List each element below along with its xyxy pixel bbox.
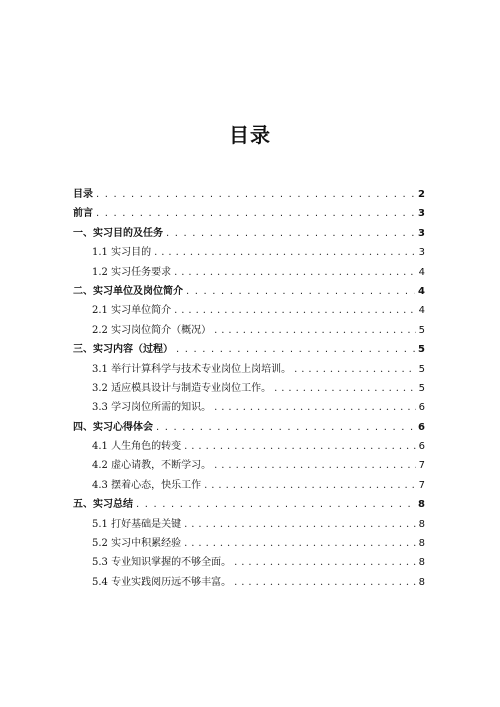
toc-entry-page: 5 <box>418 344 425 356</box>
toc-entry-page: 8 <box>418 499 425 511</box>
toc-entry <box>73 204 425 223</box>
toc-entry-page: 2 <box>418 189 425 200</box>
toc-entry <box>73 301 425 320</box>
toc-entry-label: 4.2 虚心请教，不断学习。 <box>92 460 212 472</box>
toc-entry <box>73 243 425 262</box>
toc-entry-page: 5 <box>418 382 425 394</box>
dot-leader <box>166 224 415 243</box>
dot-leader <box>214 321 416 340</box>
dot-leader <box>154 243 416 262</box>
toc-entry-label: 3.2 适应模具设计与制造专业岗位工作。 <box>92 382 272 394</box>
dot-leader <box>184 437 416 456</box>
dot-leader <box>96 185 415 204</box>
toc-entry-page: 8 <box>418 518 425 530</box>
toc-entry-label: 二、实习单位及岗位简介 <box>73 285 183 297</box>
toc-entry-page: 7 <box>418 479 425 491</box>
toc-entry-page: 8 <box>418 557 425 569</box>
dot-leader <box>184 534 416 553</box>
dot-leader <box>174 263 416 282</box>
dot-leader <box>204 476 416 495</box>
toc-entry-label: 5.3 专业知识掌握的不够全面。 <box>92 557 232 569</box>
toc-entry-label: 前言 <box>73 208 93 220</box>
toc-entry <box>73 224 425 243</box>
dot-leader <box>186 282 415 301</box>
toc-entry-page: 8 <box>418 576 425 588</box>
dot-leader <box>174 301 416 320</box>
toc-entry <box>73 495 425 514</box>
toc-entry-label: 2.2 实习岗位简介（概况） <box>92 324 212 336</box>
toc-entry <box>73 437 425 456</box>
toc-entry-page: 5 <box>418 324 425 336</box>
dot-leader <box>176 340 415 359</box>
toc-entry-label: 3.3 学习岗位所需的知识。 <box>92 402 212 414</box>
toc-entry-page: 5 <box>418 363 425 375</box>
toc-entry-label: 三、实习内容（过程） <box>73 344 173 356</box>
toc-entry-label: 1.2 实习任务要求 <box>92 266 172 278</box>
dot-leader <box>234 573 416 592</box>
toc-entry <box>73 321 425 340</box>
toc-entry-page: 6 <box>418 441 425 453</box>
page-title: 目录 <box>229 123 271 147</box>
dot-leader <box>184 515 416 534</box>
toc-entry <box>73 553 425 572</box>
dot-leader <box>294 360 416 379</box>
dot-leader <box>96 204 415 223</box>
dot-leader <box>156 418 415 437</box>
dot-leader <box>274 379 416 398</box>
toc-entry-label: 4.3 摆着心态，快乐工作 <box>92 479 202 491</box>
toc-entry-page: 8 <box>418 538 425 550</box>
toc-entry-page: 3 <box>418 247 425 259</box>
toc-entry <box>73 340 425 359</box>
toc-entry <box>73 185 425 204</box>
table-of-contents <box>73 185 425 592</box>
toc-entry-label: 5.1 打好基础是关键 <box>92 518 182 530</box>
toc-entry-label: 目录 <box>73 189 93 200</box>
toc-entry-page: 4 <box>418 285 425 297</box>
toc-entry-page: 4 <box>418 305 425 317</box>
toc-entry <box>73 418 425 437</box>
toc-entry <box>73 379 425 398</box>
dot-leader <box>214 398 416 417</box>
toc-entry <box>73 360 425 379</box>
dot-leader <box>214 456 416 475</box>
toc-entry-label: 4.1 人生角色的转变 <box>92 441 182 453</box>
toc-entry-label: 5.2 实习中积累经验 <box>92 538 182 550</box>
toc-entry-label: 5.4 专业实践阅历远不够丰富。 <box>92 576 232 588</box>
toc-entry-label: 四、实习心得体会 <box>73 421 153 433</box>
toc-entry-page: 6 <box>418 402 425 414</box>
toc-entry <box>73 476 425 495</box>
toc-entry-page: 4 <box>418 266 425 278</box>
toc-entry <box>73 515 425 534</box>
toc-entry-label: 1.1 实习目的 <box>92 247 152 259</box>
toc-entry <box>73 573 425 592</box>
toc-entry-label: 一、实习目的及任务 <box>73 227 163 239</box>
toc-entry <box>73 282 425 301</box>
dot-leader <box>234 553 416 572</box>
toc-entry <box>73 263 425 282</box>
dot-leader <box>136 495 415 514</box>
toc-entry <box>73 398 425 417</box>
toc-entry-label: 五、实习总结 <box>73 499 133 511</box>
toc-entry-page: 7 <box>418 460 425 472</box>
toc-entry-label: 2.1 实习单位简介 <box>92 305 172 317</box>
toc-entry-page: 6 <box>418 421 425 433</box>
toc-entry-label: 3.1 举行计算科学与技术专业岗位上岗培训。 <box>92 363 292 375</box>
toc-entry-page: 3 <box>418 227 425 239</box>
toc-entry <box>73 534 425 553</box>
toc-entry <box>73 456 425 475</box>
toc-entry-page: 3 <box>418 208 425 220</box>
